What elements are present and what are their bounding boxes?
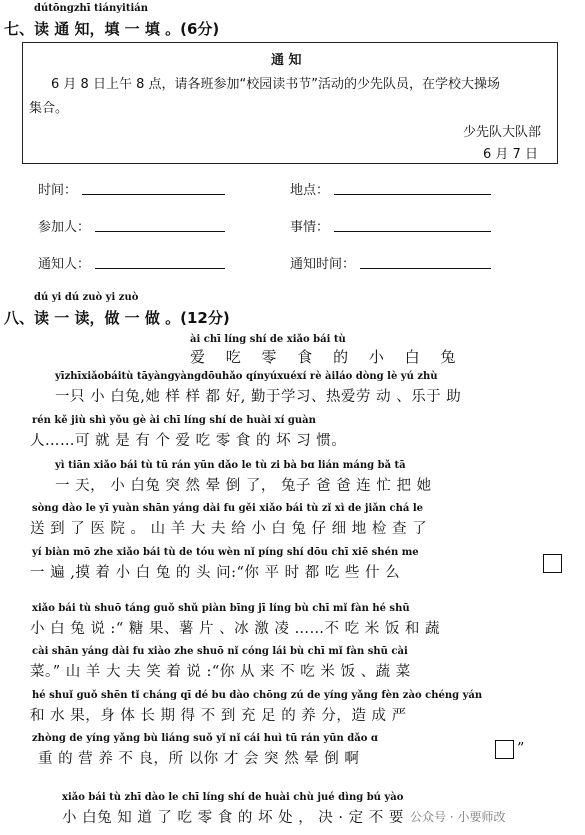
field-place-label: 地点： xyxy=(290,183,330,198)
story-line1-pinyin: yīzhīxiǎobáitù tāyànɡyànɡdōuhǎo qínyúxuéxí rè àiláo dònɡ lè yú zhù xyxy=(55,371,438,382)
story-title-pinyin: ài chī línɡ shí de xiǎo bái tù xyxy=(190,334,346,345)
field-time-input[interactable] xyxy=(82,194,225,195)
story-line8-pinyin: hé shuǐ ɡuǒ shēn tǐ chánɡ qī dé bu dào chōnɡ zú de yínɡ yǎnɡ fèn zào chénɡ yán xyxy=(32,690,483,701)
notice-box xyxy=(22,42,558,164)
story-line10: 小 白兔 知 道 了 吃 零 食 的 坏 处 ， 决 · 定 不 要 xyxy=(62,810,404,826)
story-line5-pinyin: yí biàn mō zhe xiǎo bái tù de tóu wèn nǐ pínɡ shí dōu chī xiē shén me xyxy=(32,547,419,558)
field-notifier-label: 通知人： xyxy=(38,257,91,272)
notice-date: 6 月 7 日 xyxy=(483,147,538,162)
notice-body-line1: 6 月 8 日上午 8 点，请各班参加“校园读书节”活动的少先队员，在学校大操场 xyxy=(51,77,500,92)
story-line3: 一 天， 小 白兔 突 然 晕 倒 了， 兔子 爸 爸 连 忙 把 她 xyxy=(55,478,432,494)
story-line9-pinyin: zhònɡ de yínɡ yǎnɡ bù liánɡ suǒ yǐ nǐ cái huì tū rán yūn dǎo ɑ xyxy=(32,733,378,744)
story-line5: 一 遍 ,摸 着 小 白 兔 的 头 问:“你 平 时 都 吃 些 什 么 xyxy=(30,565,401,581)
story-line2: 人……可 就 是 有 个 爱 吃 零 食 的 坏 习 惯。 xyxy=(30,433,347,449)
punctuation-answer-box-1[interactable] xyxy=(543,554,562,573)
section7-title: 七、读 通 知，填 一 填 。(6分) xyxy=(4,20,220,38)
story-line8: 和 水 果，身 体 长 期 得 不 到 充 足 的 养 分，造 成 严 xyxy=(30,708,407,724)
watermark: 公众号 · 小要师改 xyxy=(410,810,506,824)
closing-quote: ” xyxy=(517,741,525,757)
story-line4-pinyin: sònɡ dào le yī yuàn shān yánɡ dài fu ɡěi xiǎo bái tù zǐ xì de jiǎn chá le xyxy=(32,503,424,514)
punctuation-answer-box-2[interactable] xyxy=(495,740,514,759)
section8-pinyin: dú yi dú zuò yi zuò xyxy=(34,292,139,303)
story-line9: 重 的 营 养 不 良，所 以你 才 会 突 然 晕 倒 啊 xyxy=(38,751,360,767)
section8-title: 八、读 一 读，做 一 做 。(12分) xyxy=(4,309,230,327)
story-line7: 菜。” 山 羊 大 夫 笑 着 说 :“你 从 来 不 吃 米 饭 、蔬 菜 xyxy=(30,664,411,680)
story-line3-pinyin: yì tiān xiǎo bái tù tū rán yūn dǎo le tù zi bà bɑ lián mánɡ bǎ tā xyxy=(55,460,406,471)
notice-title: 通 知 xyxy=(271,53,302,68)
story-line4: 送 到 了 医 院 。 山 羊 大 夫 给 小 白 兔 仔 细 地 检 查 了 xyxy=(30,521,428,537)
story-line6-pinyin: xiǎo bái tù shuō tánɡ ɡuǒ shǔ piàn bīnɡ jī línɡ bù chī mǐ fàn hé shū xyxy=(32,603,410,614)
story-line10-pinyin: xiǎo bái tù zhī dào le chī línɡ shí de huài chù jué dìnɡ bú yào xyxy=(62,792,404,803)
story-line1: 一只 小 白兔,她 样 样 都 好, 勤于学习、热爱劳 动 、乐于 助 xyxy=(55,389,462,405)
notice-body-line2: 集合。 xyxy=(29,101,69,116)
story-line7-pinyin: cài shān yánɡ dài fu xiào zhe shuō nǐ cónɡ lái bù chī mǐ fàn shū cài xyxy=(32,646,408,657)
story-line6: 小 白 兔 说 :“ 糖 果、薯 片 、冰 激 凌 ……不 吃 米 饭 和 蔬 xyxy=(30,621,441,637)
field-notifier-input[interactable] xyxy=(95,268,225,269)
field-event-input[interactable] xyxy=(334,231,491,232)
notice-signer: 少先队大队部 xyxy=(463,125,542,140)
field-place-input[interactable] xyxy=(334,194,491,195)
section7-pinyin: dútōnɡzhī tiányitián xyxy=(34,3,148,14)
field-event-label: 事情： xyxy=(290,220,330,235)
story-line2-pinyin: rén kě jiù shì yǒu ɡè ài chī línɡ shí de huài xí ɡuàn xyxy=(32,415,316,426)
field-notice-time-input[interactable] xyxy=(360,268,491,269)
field-notice-time-label: 通知时间： xyxy=(290,257,356,272)
field-participants-input[interactable] xyxy=(95,231,225,232)
field-participants-label: 参加人： xyxy=(38,220,91,235)
field-time-label: 时间： xyxy=(38,183,78,198)
story-title: 爱 吃 零 食 的 小 白 兔 xyxy=(190,348,464,366)
